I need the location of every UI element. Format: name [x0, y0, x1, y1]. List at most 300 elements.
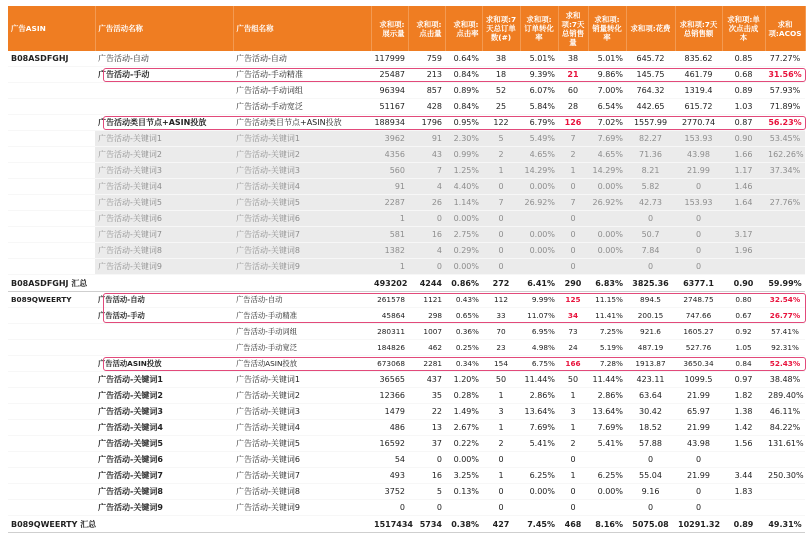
- value-cell[interactable]: 250.30%: [765, 468, 805, 484]
- value-cell[interactable]: 71.36: [626, 147, 675, 163]
- value-cell[interactable]: 0: [626, 259, 675, 275]
- value-cell[interactable]: 0.00%: [445, 259, 482, 275]
- value-cell[interactable]: 560: [371, 163, 408, 179]
- value-cell[interactable]: 1: [482, 468, 520, 484]
- ad-group-name-cell[interactable]: 广告活动-关键词1: [233, 372, 371, 388]
- campaign-name-cell[interactable]: 广告活动-关键词3: [95, 404, 233, 420]
- value-cell[interactable]: 2281: [408, 356, 445, 372]
- value-cell[interactable]: 7.02%: [588, 115, 626, 131]
- asin-cell[interactable]: B08ASDFGHJ: [8, 51, 95, 67]
- asin-cell[interactable]: [8, 436, 95, 452]
- value-cell[interactable]: 0: [558, 259, 588, 275]
- value-cell[interactable]: 9.16: [626, 484, 675, 500]
- value-cell[interactable]: 63.64: [626, 388, 675, 404]
- value-cell[interactable]: 21.99: [675, 388, 722, 404]
- ad-group-name-cell[interactable]: 广告活动-关键词7: [233, 227, 371, 243]
- value-cell[interactable]: 37: [408, 436, 445, 452]
- value-cell[interactable]: 7.84: [626, 243, 675, 259]
- value-cell[interactable]: 23: [482, 340, 520, 356]
- value-cell[interactable]: 7.45%: [520, 516, 558, 533]
- header-cell[interactable]: 广告ASIN: [8, 6, 95, 51]
- value-cell[interactable]: 26: [408, 195, 445, 211]
- value-cell[interactable]: 56.23%: [765, 115, 805, 131]
- value-cell[interactable]: 21.99: [675, 420, 722, 436]
- value-cell[interactable]: 0: [482, 452, 520, 468]
- value-cell[interactable]: 894.5: [626, 292, 675, 308]
- value-cell[interactable]: 4.40%: [445, 179, 482, 195]
- value-cell[interactable]: 0.90: [722, 131, 765, 147]
- value-cell[interactable]: 59.99%: [765, 275, 805, 292]
- ad-group-name-cell[interactable]: 广告活动ASIN投放: [233, 356, 371, 372]
- campaign-name-cell[interactable]: 广告活动-关键词8: [95, 243, 233, 259]
- value-cell[interactable]: 289.40%: [765, 388, 805, 404]
- value-cell[interactable]: 5.19%: [588, 340, 626, 356]
- value-cell[interactable]: 1: [482, 163, 520, 179]
- value-cell[interactable]: 428: [408, 99, 445, 115]
- value-cell[interactable]: 1.38: [722, 404, 765, 420]
- campaign-name-cell[interactable]: 广告活动-关键词9: [95, 259, 233, 275]
- value-cell[interactable]: 0.28%: [445, 388, 482, 404]
- asin-cell[interactable]: [8, 340, 95, 356]
- value-cell[interactable]: 51167: [371, 99, 408, 115]
- value-cell[interactable]: 8.21: [626, 163, 675, 179]
- value-cell[interactable]: 0: [482, 500, 520, 516]
- value-cell[interactable]: 6377.1: [675, 275, 722, 292]
- header-cell[interactable]: 求和项:销量转化率: [588, 6, 626, 51]
- value-cell[interactable]: 0.87: [722, 115, 765, 131]
- value-cell[interactable]: 5734: [408, 516, 445, 533]
- value-cell[interactable]: 1.14%: [445, 195, 482, 211]
- value-cell[interactable]: 1: [482, 420, 520, 436]
- value-cell[interactable]: 45864: [371, 308, 408, 324]
- value-cell[interactable]: 24: [558, 340, 588, 356]
- value-cell[interactable]: 70: [482, 324, 520, 340]
- value-cell[interactable]: 0.89: [722, 83, 765, 99]
- value-cell[interactable]: 3752: [371, 484, 408, 500]
- value-cell[interactable]: 54: [371, 452, 408, 468]
- value-cell[interactable]: 52.43%: [765, 356, 805, 372]
- value-cell[interactable]: [722, 452, 765, 468]
- asin-cell[interactable]: [8, 99, 95, 115]
- value-cell[interactable]: [722, 500, 765, 516]
- value-cell[interactable]: 91: [371, 179, 408, 195]
- value-cell[interactable]: 1: [558, 468, 588, 484]
- value-cell[interactable]: 0.84%: [445, 67, 482, 83]
- value-cell[interactable]: [765, 259, 805, 275]
- header-cell[interactable]: 求和项:花费: [626, 6, 675, 51]
- value-cell[interactable]: [765, 227, 805, 243]
- value-cell[interactable]: 154: [482, 356, 520, 372]
- value-cell[interactable]: 1913.87: [626, 356, 675, 372]
- asin-cell[interactable]: [8, 163, 95, 179]
- asin-cell[interactable]: [8, 227, 95, 243]
- campaign-name-cell[interactable]: 广告活动-手动: [95, 308, 233, 324]
- value-cell[interactable]: 3: [558, 404, 588, 420]
- value-cell[interactable]: 126: [558, 115, 588, 131]
- value-cell[interactable]: 5.01%: [520, 51, 558, 67]
- value-cell[interactable]: 645.72: [626, 51, 675, 67]
- value-cell[interactable]: 16: [408, 227, 445, 243]
- value-cell[interactable]: [765, 500, 805, 516]
- value-cell[interactable]: 9.99%: [520, 292, 558, 308]
- value-cell[interactable]: 0.00%: [445, 211, 482, 227]
- header-cell[interactable]: 广告活动名称: [95, 6, 233, 51]
- value-cell[interactable]: 13: [408, 420, 445, 436]
- value-cell[interactable]: 493: [371, 468, 408, 484]
- value-cell[interactable]: 26.77%: [765, 308, 805, 324]
- campaign-name-cell[interactable]: 广告活动-关键词5: [95, 436, 233, 452]
- value-cell[interactable]: 0: [675, 452, 722, 468]
- value-cell[interactable]: 13.64%: [588, 404, 626, 420]
- value-cell[interactable]: 0: [626, 452, 675, 468]
- value-cell[interactable]: 184826: [371, 340, 408, 356]
- value-cell[interactable]: 57.41%: [765, 324, 805, 340]
- value-cell[interactable]: 0.86%: [445, 275, 482, 292]
- asin-cell[interactable]: [8, 324, 95, 340]
- value-cell[interactable]: 2748.75: [675, 292, 722, 308]
- value-cell[interactable]: 298: [408, 308, 445, 324]
- asin-cell[interactable]: [8, 195, 95, 211]
- value-cell[interactable]: 673068: [371, 356, 408, 372]
- value-cell[interactable]: 52: [482, 83, 520, 99]
- value-cell[interactable]: 2.30%: [445, 131, 482, 147]
- value-cell[interactable]: 5: [482, 131, 520, 147]
- asin-cell[interactable]: [8, 404, 95, 420]
- value-cell[interactable]: 0.00%: [588, 243, 626, 259]
- campaign-name-cell[interactable]: 广告活动-自动: [95, 51, 233, 67]
- value-cell[interactable]: 11.41%: [588, 308, 626, 324]
- asin-cell[interactable]: [8, 259, 95, 275]
- value-cell[interactable]: 1.25%: [445, 163, 482, 179]
- value-cell[interactable]: 0: [408, 500, 445, 516]
- header-cell[interactable]: 求和项:7天总销售量: [558, 6, 588, 51]
- ad-group-name-cell[interactable]: 广告活动-自动: [233, 292, 371, 308]
- value-cell[interactable]: 0: [675, 243, 722, 259]
- value-cell[interactable]: 0: [558, 179, 588, 195]
- value-cell[interactable]: 0: [675, 227, 722, 243]
- value-cell[interactable]: 437: [408, 372, 445, 388]
- asin-cell[interactable]: [8, 67, 95, 83]
- value-cell[interactable]: 493202: [371, 275, 408, 292]
- value-cell[interactable]: 0.99%: [445, 147, 482, 163]
- value-cell[interactable]: 280311: [371, 324, 408, 340]
- value-cell[interactable]: 0.80: [722, 292, 765, 308]
- value-cell[interactable]: 2: [558, 436, 588, 452]
- value-cell[interactable]: 2.86%: [520, 388, 558, 404]
- value-cell[interactable]: [722, 259, 765, 275]
- value-cell[interactable]: [588, 259, 626, 275]
- value-cell[interactable]: 7.25%: [588, 324, 626, 340]
- value-cell[interactable]: 11.44%: [588, 372, 626, 388]
- value-cell[interactable]: 0: [408, 452, 445, 468]
- value-cell[interactable]: 1.56: [722, 436, 765, 452]
- value-cell[interactable]: 4: [408, 243, 445, 259]
- value-cell[interactable]: 92.31%: [765, 340, 805, 356]
- value-cell[interactable]: 764.32: [626, 83, 675, 99]
- value-cell[interactable]: 1.03: [722, 99, 765, 115]
- header-cell[interactable]: 求和项:7天总订单数(#): [482, 6, 520, 51]
- value-cell[interactable]: 442.65: [626, 99, 675, 115]
- value-cell[interactable]: 91: [408, 131, 445, 147]
- value-cell[interactable]: 2.67%: [445, 420, 482, 436]
- value-cell[interactable]: 3825.36: [626, 275, 675, 292]
- asin-cell[interactable]: [8, 115, 95, 131]
- value-cell[interactable]: 55.04: [626, 468, 675, 484]
- campaign-name-cell[interactable]: 广告活动-关键词2: [95, 147, 233, 163]
- value-cell[interactable]: 153.93: [675, 131, 722, 147]
- value-cell[interactable]: 747.66: [675, 308, 722, 324]
- value-cell[interactable]: 7: [408, 163, 445, 179]
- campaign-name-cell[interactable]: 广告活动-关键词1: [95, 372, 233, 388]
- value-cell[interactable]: 0.68: [722, 67, 765, 83]
- asin-cell[interactable]: [8, 372, 95, 388]
- ad-group-name-cell[interactable]: 广告活动-关键词6: [233, 211, 371, 227]
- ad-group-name-cell[interactable]: 广告活动-关键词7: [233, 468, 371, 484]
- value-cell[interactable]: 131.61%: [765, 436, 805, 452]
- value-cell[interactable]: 1.96: [722, 243, 765, 259]
- value-cell[interactable]: 6.79%: [520, 115, 558, 131]
- value-cell[interactable]: 5.41%: [588, 436, 626, 452]
- value-cell[interactable]: 0.00%: [520, 243, 558, 259]
- asin-cell[interactable]: [8, 243, 95, 259]
- value-cell[interactable]: 200.15: [626, 308, 675, 324]
- value-cell[interactable]: 2.75%: [445, 227, 482, 243]
- value-cell[interactable]: 3.25%: [445, 468, 482, 484]
- campaign-name-cell[interactable]: 广告活动-关键词8: [95, 484, 233, 500]
- value-cell[interactable]: 112: [482, 292, 520, 308]
- value-cell[interactable]: [588, 452, 626, 468]
- value-cell[interactable]: 0.89: [722, 516, 765, 533]
- value-cell[interactable]: 188934: [371, 115, 408, 131]
- value-cell[interactable]: 28: [558, 99, 588, 115]
- value-cell[interactable]: [765, 211, 805, 227]
- value-cell[interactable]: 0: [408, 259, 445, 275]
- value-cell[interactable]: [588, 211, 626, 227]
- campaign-name-cell[interactable]: 广告活动-关键词4: [95, 420, 233, 436]
- value-cell[interactable]: 1: [371, 211, 408, 227]
- value-cell[interactable]: 7.69%: [588, 420, 626, 436]
- value-cell[interactable]: [722, 211, 765, 227]
- value-cell[interactable]: 38: [482, 51, 520, 67]
- value-cell[interactable]: 42.73: [626, 195, 675, 211]
- value-cell[interactable]: 14.29%: [520, 163, 558, 179]
- value-cell[interactable]: 1605.27: [675, 324, 722, 340]
- value-cell[interactable]: 0: [675, 484, 722, 500]
- value-cell[interactable]: 10291.32: [675, 516, 722, 533]
- value-cell[interactable]: [765, 452, 805, 468]
- campaign-name-cell[interactable]: 广告活动-关键词3: [95, 163, 233, 179]
- value-cell[interactable]: 1.42: [722, 420, 765, 436]
- campaign-name-cell[interactable]: 广告活动ASIN投放: [95, 356, 233, 372]
- value-cell[interactable]: 6.83%: [588, 275, 626, 292]
- value-cell[interactable]: 30.42: [626, 404, 675, 420]
- value-cell[interactable]: 5: [408, 484, 445, 500]
- ad-group-name-cell[interactable]: 广告活动-关键词5: [233, 195, 371, 211]
- value-cell[interactable]: 38: [558, 51, 588, 67]
- value-cell[interactable]: 486: [371, 420, 408, 436]
- value-cell[interactable]: [765, 484, 805, 500]
- value-cell[interactable]: 0: [558, 227, 588, 243]
- value-cell[interactable]: 4: [408, 179, 445, 195]
- value-cell[interactable]: 1796: [408, 115, 445, 131]
- value-cell[interactable]: 16: [408, 468, 445, 484]
- value-cell[interactable]: 6.75%: [520, 356, 558, 372]
- ad-group-name-cell[interactable]: 广告活动-关键词9: [233, 500, 371, 516]
- value-cell[interactable]: [588, 500, 626, 516]
- ad-group-name-cell[interactable]: 广告活动-关键词5: [233, 436, 371, 452]
- value-cell[interactable]: [520, 452, 558, 468]
- value-cell[interactable]: 57.93%: [765, 83, 805, 99]
- value-cell[interactable]: [765, 179, 805, 195]
- header-cell[interactable]: 求和项:单次点击成本: [722, 6, 765, 51]
- asin-cell[interactable]: [8, 452, 95, 468]
- campaign-name-cell[interactable]: [95, 324, 233, 340]
- value-cell[interactable]: 43.98: [675, 147, 722, 163]
- value-cell[interactable]: 6.25%: [520, 468, 558, 484]
- value-cell[interactable]: 0.95%: [445, 115, 482, 131]
- value-cell[interactable]: 1: [371, 259, 408, 275]
- campaign-name-cell[interactable]: 广告活动-关键词6: [95, 211, 233, 227]
- value-cell[interactable]: 1.05: [722, 340, 765, 356]
- value-cell[interactable]: 21: [558, 67, 588, 83]
- ad-group-name-cell[interactable]: 广告活动-关键词4: [233, 179, 371, 195]
- asin-cell[interactable]: [8, 131, 95, 147]
- campaign-name-cell[interactable]: [95, 516, 233, 533]
- value-cell[interactable]: 6.07%: [520, 83, 558, 99]
- header-cell[interactable]: 求和项:订单转化率: [520, 6, 558, 51]
- value-cell[interactable]: 462: [408, 340, 445, 356]
- value-cell[interactable]: 57.88: [626, 436, 675, 452]
- value-cell[interactable]: 9.86%: [588, 67, 626, 83]
- value-cell[interactable]: 2: [558, 147, 588, 163]
- value-cell[interactable]: 0.13%: [445, 484, 482, 500]
- value-cell[interactable]: 26.92%: [520, 195, 558, 211]
- value-cell[interactable]: 5.82: [626, 179, 675, 195]
- value-cell[interactable]: 0.65%: [445, 308, 482, 324]
- value-cell[interactable]: 0.34%: [445, 356, 482, 372]
- value-cell[interactable]: 1121: [408, 292, 445, 308]
- value-cell[interactable]: 0: [558, 211, 588, 227]
- value-cell[interactable]: 7: [558, 195, 588, 211]
- ad-group-name-cell[interactable]: 广告活动类目节点+ASIN投放: [233, 115, 371, 131]
- value-cell[interactable]: 25: [482, 99, 520, 115]
- ad-group-name-cell[interactable]: 广告活动-关键词3: [233, 163, 371, 179]
- value-cell[interactable]: 423.11: [626, 372, 675, 388]
- ad-group-name-cell[interactable]: 广告活动-手动词组: [233, 324, 371, 340]
- value-cell[interactable]: 0.84%: [445, 99, 482, 115]
- ad-group-name-cell[interactable]: 广告活动-关键词8: [233, 484, 371, 500]
- value-cell[interactable]: 0.85: [722, 51, 765, 67]
- value-cell[interactable]: 77.27%: [765, 51, 805, 67]
- campaign-name-cell[interactable]: 广告活动-关键词5: [95, 195, 233, 211]
- asin-cell[interactable]: [8, 83, 95, 99]
- campaign-name-cell[interactable]: 广告活动-关键词9: [95, 500, 233, 516]
- value-cell[interactable]: 0: [482, 227, 520, 243]
- value-cell[interactable]: 2.86%: [588, 388, 626, 404]
- campaign-name-cell[interactable]: [95, 340, 233, 356]
- value-cell[interactable]: [445, 500, 482, 516]
- value-cell[interactable]: 8.16%: [588, 516, 626, 533]
- value-cell[interactable]: 0: [482, 211, 520, 227]
- value-cell[interactable]: 96394: [371, 83, 408, 99]
- value-cell[interactable]: 53.45%: [765, 131, 805, 147]
- ad-group-name-cell[interactable]: 广告活动-关键词3: [233, 404, 371, 420]
- value-cell[interactable]: 4.65%: [588, 147, 626, 163]
- value-cell[interactable]: 6.41%: [520, 275, 558, 292]
- value-cell[interactable]: 0: [675, 500, 722, 516]
- ad-group-name-cell[interactable]: 广告活动-关键词8: [233, 243, 371, 259]
- value-cell[interactable]: 835.62: [675, 51, 722, 67]
- campaign-name-cell[interactable]: 广告活动-关键词1: [95, 131, 233, 147]
- asin-cell[interactable]: [8, 179, 95, 195]
- asin-cell[interactable]: [8, 356, 95, 372]
- ad-group-name-cell[interactable]: 广告活动-手动宽泛: [233, 99, 371, 115]
- value-cell[interactable]: 0.00%: [588, 227, 626, 243]
- value-cell[interactable]: 213: [408, 67, 445, 83]
- value-cell[interactable]: 3: [482, 404, 520, 420]
- value-cell[interactable]: 21.99: [675, 163, 722, 179]
- value-cell[interactable]: 4.98%: [520, 340, 558, 356]
- value-cell[interactable]: 0.00%: [588, 179, 626, 195]
- ad-group-name-cell[interactable]: 广告活动-关键词6: [233, 452, 371, 468]
- value-cell[interactable]: 527.76: [675, 340, 722, 356]
- value-cell[interactable]: 6.54%: [588, 99, 626, 115]
- value-cell[interactable]: 487.19: [626, 340, 675, 356]
- value-cell[interactable]: 22: [408, 404, 445, 420]
- value-cell[interactable]: 0: [626, 500, 675, 516]
- value-cell[interactable]: 26.92%: [588, 195, 626, 211]
- value-cell[interactable]: 1.49%: [445, 404, 482, 420]
- value-cell[interactable]: 16592: [371, 436, 408, 452]
- asin-cell[interactable]: [8, 468, 95, 484]
- value-cell[interactable]: 1: [482, 388, 520, 404]
- value-cell[interactable]: 1.64: [722, 195, 765, 211]
- ad-group-name-cell[interactable]: 广告活动-手动词组: [233, 83, 371, 99]
- value-cell[interactable]: 0.43%: [445, 292, 482, 308]
- asin-cell[interactable]: [8, 420, 95, 436]
- value-cell[interactable]: 18.52: [626, 420, 675, 436]
- campaign-name-cell[interactable]: 广告活动-关键词2: [95, 388, 233, 404]
- value-cell[interactable]: 43.98: [675, 436, 722, 452]
- campaign-name-cell[interactable]: [95, 275, 233, 292]
- campaign-name-cell[interactable]: 广告活动-自动: [95, 292, 233, 308]
- ad-group-name-cell[interactable]: 广告活动-自动: [233, 51, 371, 67]
- value-cell[interactable]: 71.89%: [765, 99, 805, 115]
- value-cell[interactable]: 0: [558, 500, 588, 516]
- value-cell[interactable]: 7: [482, 195, 520, 211]
- value-cell[interactable]: 82.27: [626, 131, 675, 147]
- value-cell[interactable]: 5.01%: [588, 51, 626, 67]
- campaign-name-cell[interactable]: 广告活动-关键词7: [95, 227, 233, 243]
- value-cell[interactable]: 0: [482, 259, 520, 275]
- value-cell[interactable]: 60: [558, 83, 588, 99]
- value-cell[interactable]: 615.72: [675, 99, 722, 115]
- value-cell[interactable]: 1319.4: [675, 83, 722, 99]
- campaign-name-cell[interactable]: 广告活动-手动: [95, 67, 233, 83]
- value-cell[interactable]: 0.00%: [520, 484, 558, 500]
- value-cell[interactable]: 65.97: [675, 404, 722, 420]
- value-cell[interactable]: 272: [482, 275, 520, 292]
- value-cell[interactable]: 7.28%: [588, 356, 626, 372]
- value-cell[interactable]: 122: [482, 115, 520, 131]
- value-cell[interactable]: 0: [371, 500, 408, 516]
- value-cell[interactable]: 3962: [371, 131, 408, 147]
- ad-group-name-cell[interactable]: 广告活动-关键词9: [233, 259, 371, 275]
- value-cell[interactable]: 49.31%: [765, 516, 805, 533]
- value-cell[interactable]: 4.65%: [520, 147, 558, 163]
- value-cell[interactable]: 5.41%: [520, 436, 558, 452]
- value-cell[interactable]: 0.97: [722, 372, 765, 388]
